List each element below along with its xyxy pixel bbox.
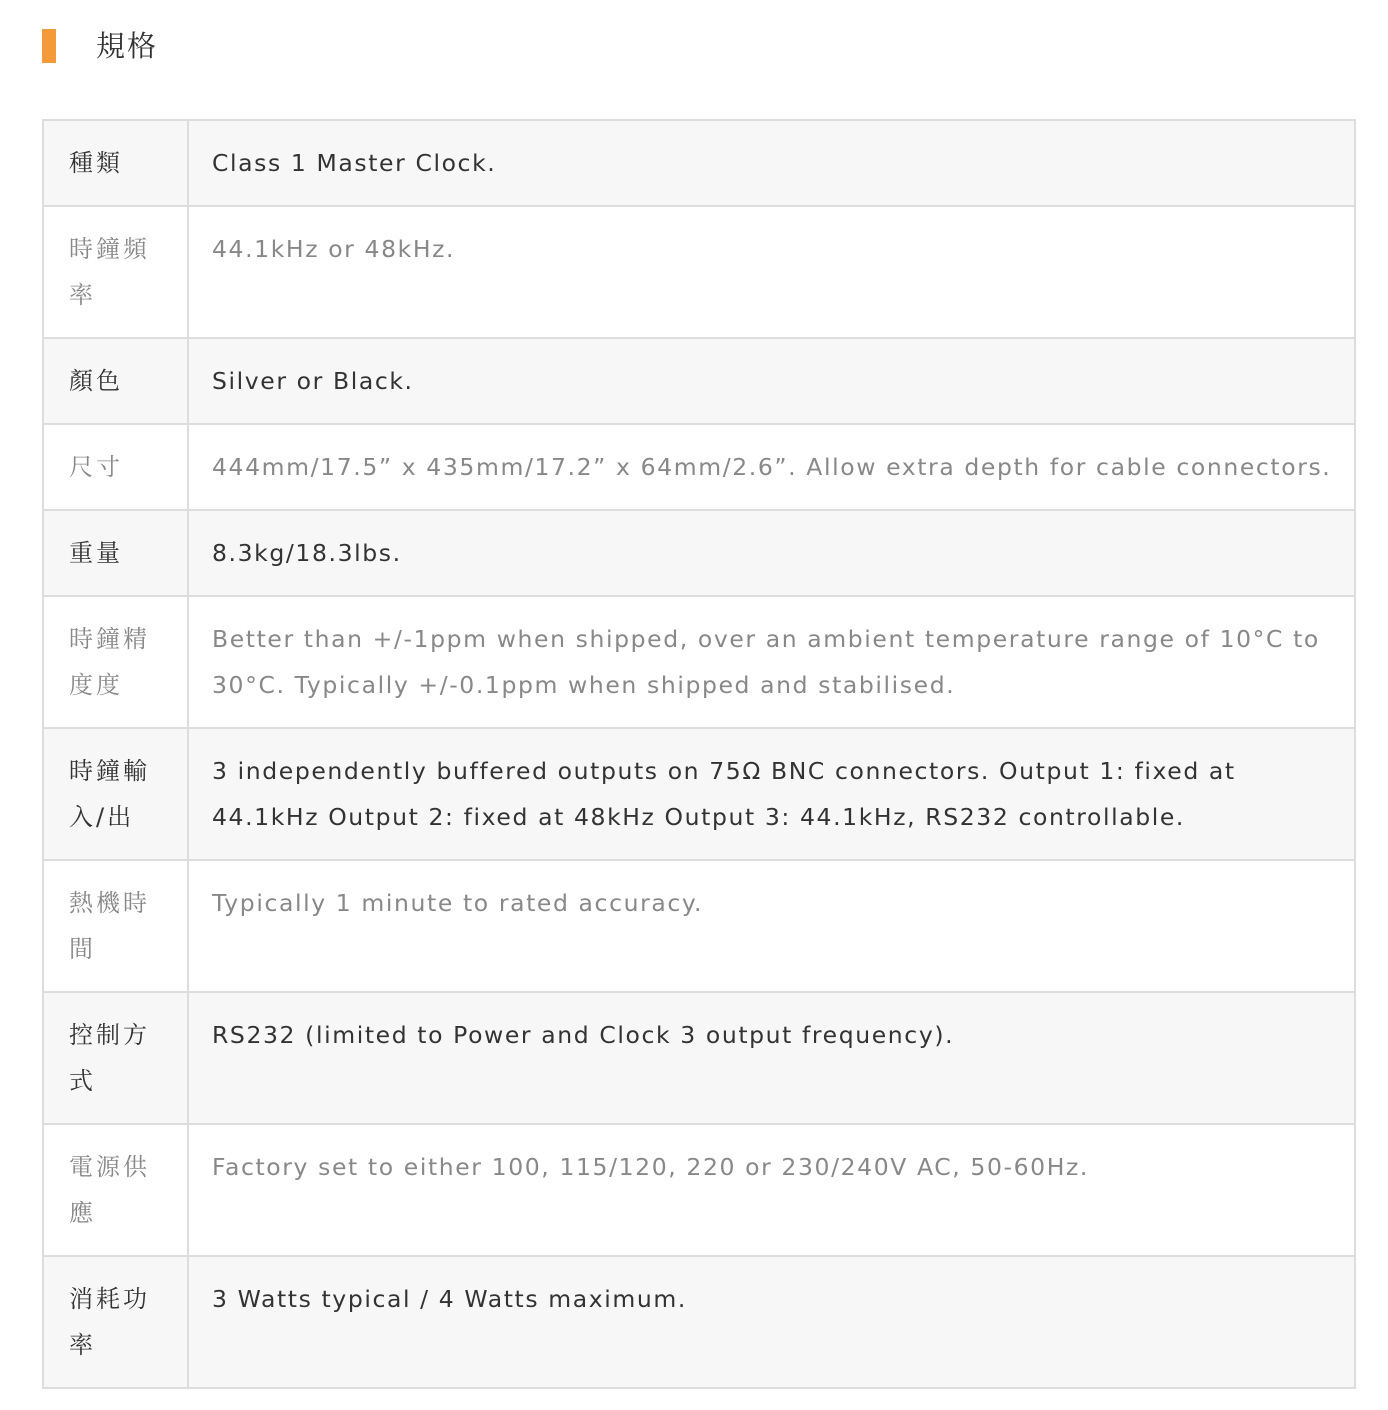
spec-value: Factory set to either 100, 115/120, 220 or 230/240V AC, 50-60Hz.	[188, 1124, 1355, 1256]
spec-label: 熱機時間	[43, 860, 188, 992]
spec-row-color	[43, 338, 1355, 424]
spec-label: 顏色	[43, 338, 188, 424]
spec-row-clock-io	[43, 728, 1355, 860]
spec-label: 尺寸	[43, 424, 188, 510]
accent-bar	[42, 29, 56, 63]
spec-row-dimensions	[43, 424, 1355, 510]
spec-value: Class 1 Master Clock.	[188, 120, 1355, 206]
spec-value: Typically 1 minute to rated accuracy.	[188, 860, 1355, 992]
spec-value: RS232 (limited to Power and Clock 3 output frequency).	[188, 992, 1355, 1124]
spec-value: 3 Watts typical / 4 Watts maximum.	[188, 1256, 1355, 1388]
spec-label: 種類	[43, 120, 188, 206]
spec-label: 時鐘頻率	[43, 206, 188, 338]
spec-label: 消耗功率	[43, 1256, 188, 1388]
spec-value: Better than +/-1ppm when shipped, over an ambient temperature range of 10°C to 30°C. Typically +/-0.1ppm when shipped and stabilised.	[188, 596, 1355, 728]
spec-row-warmup-time	[43, 860, 1355, 992]
spec-row-weight	[43, 510, 1355, 596]
spec-label: 電源供應	[43, 1124, 188, 1256]
spec-row-type	[43, 120, 1355, 206]
section-header	[42, 28, 158, 64]
section-title: 規格	[96, 29, 159, 63]
spec-label: 控制方式	[43, 992, 188, 1124]
spec-label: 時鐘精度度	[43, 596, 188, 728]
spec-value: Silver or Black.	[188, 338, 1355, 424]
spec-label: 時鐘輸入/出	[43, 728, 188, 860]
spec-row-clock-frequency	[43, 206, 1355, 338]
spec-row-power-consumption	[43, 1256, 1355, 1388]
spec-value: 444mm/17.5” x 435mm/17.2” x 64mm/2.6”. Allow extra depth for cable connectors.	[188, 424, 1355, 510]
spec-value: 44.1kHz or 48kHz.	[188, 206, 1355, 338]
spec-value: 8.3kg/18.3lbs.	[188, 510, 1355, 596]
spec-row-power-supply	[43, 1124, 1355, 1256]
spec-label: 重量	[43, 510, 188, 596]
spec-row-clock-accuracy	[43, 596, 1355, 728]
spec-row-control	[43, 992, 1355, 1124]
specs-table	[42, 119, 1356, 1389]
spec-value: 3 independently buffered outputs on 75Ω BNC connectors. Output 1: fixed at 44.1kHz Output 2: fixed at 48kHz Output 3: 44.1kHz, RS232 controllable.	[188, 728, 1355, 860]
